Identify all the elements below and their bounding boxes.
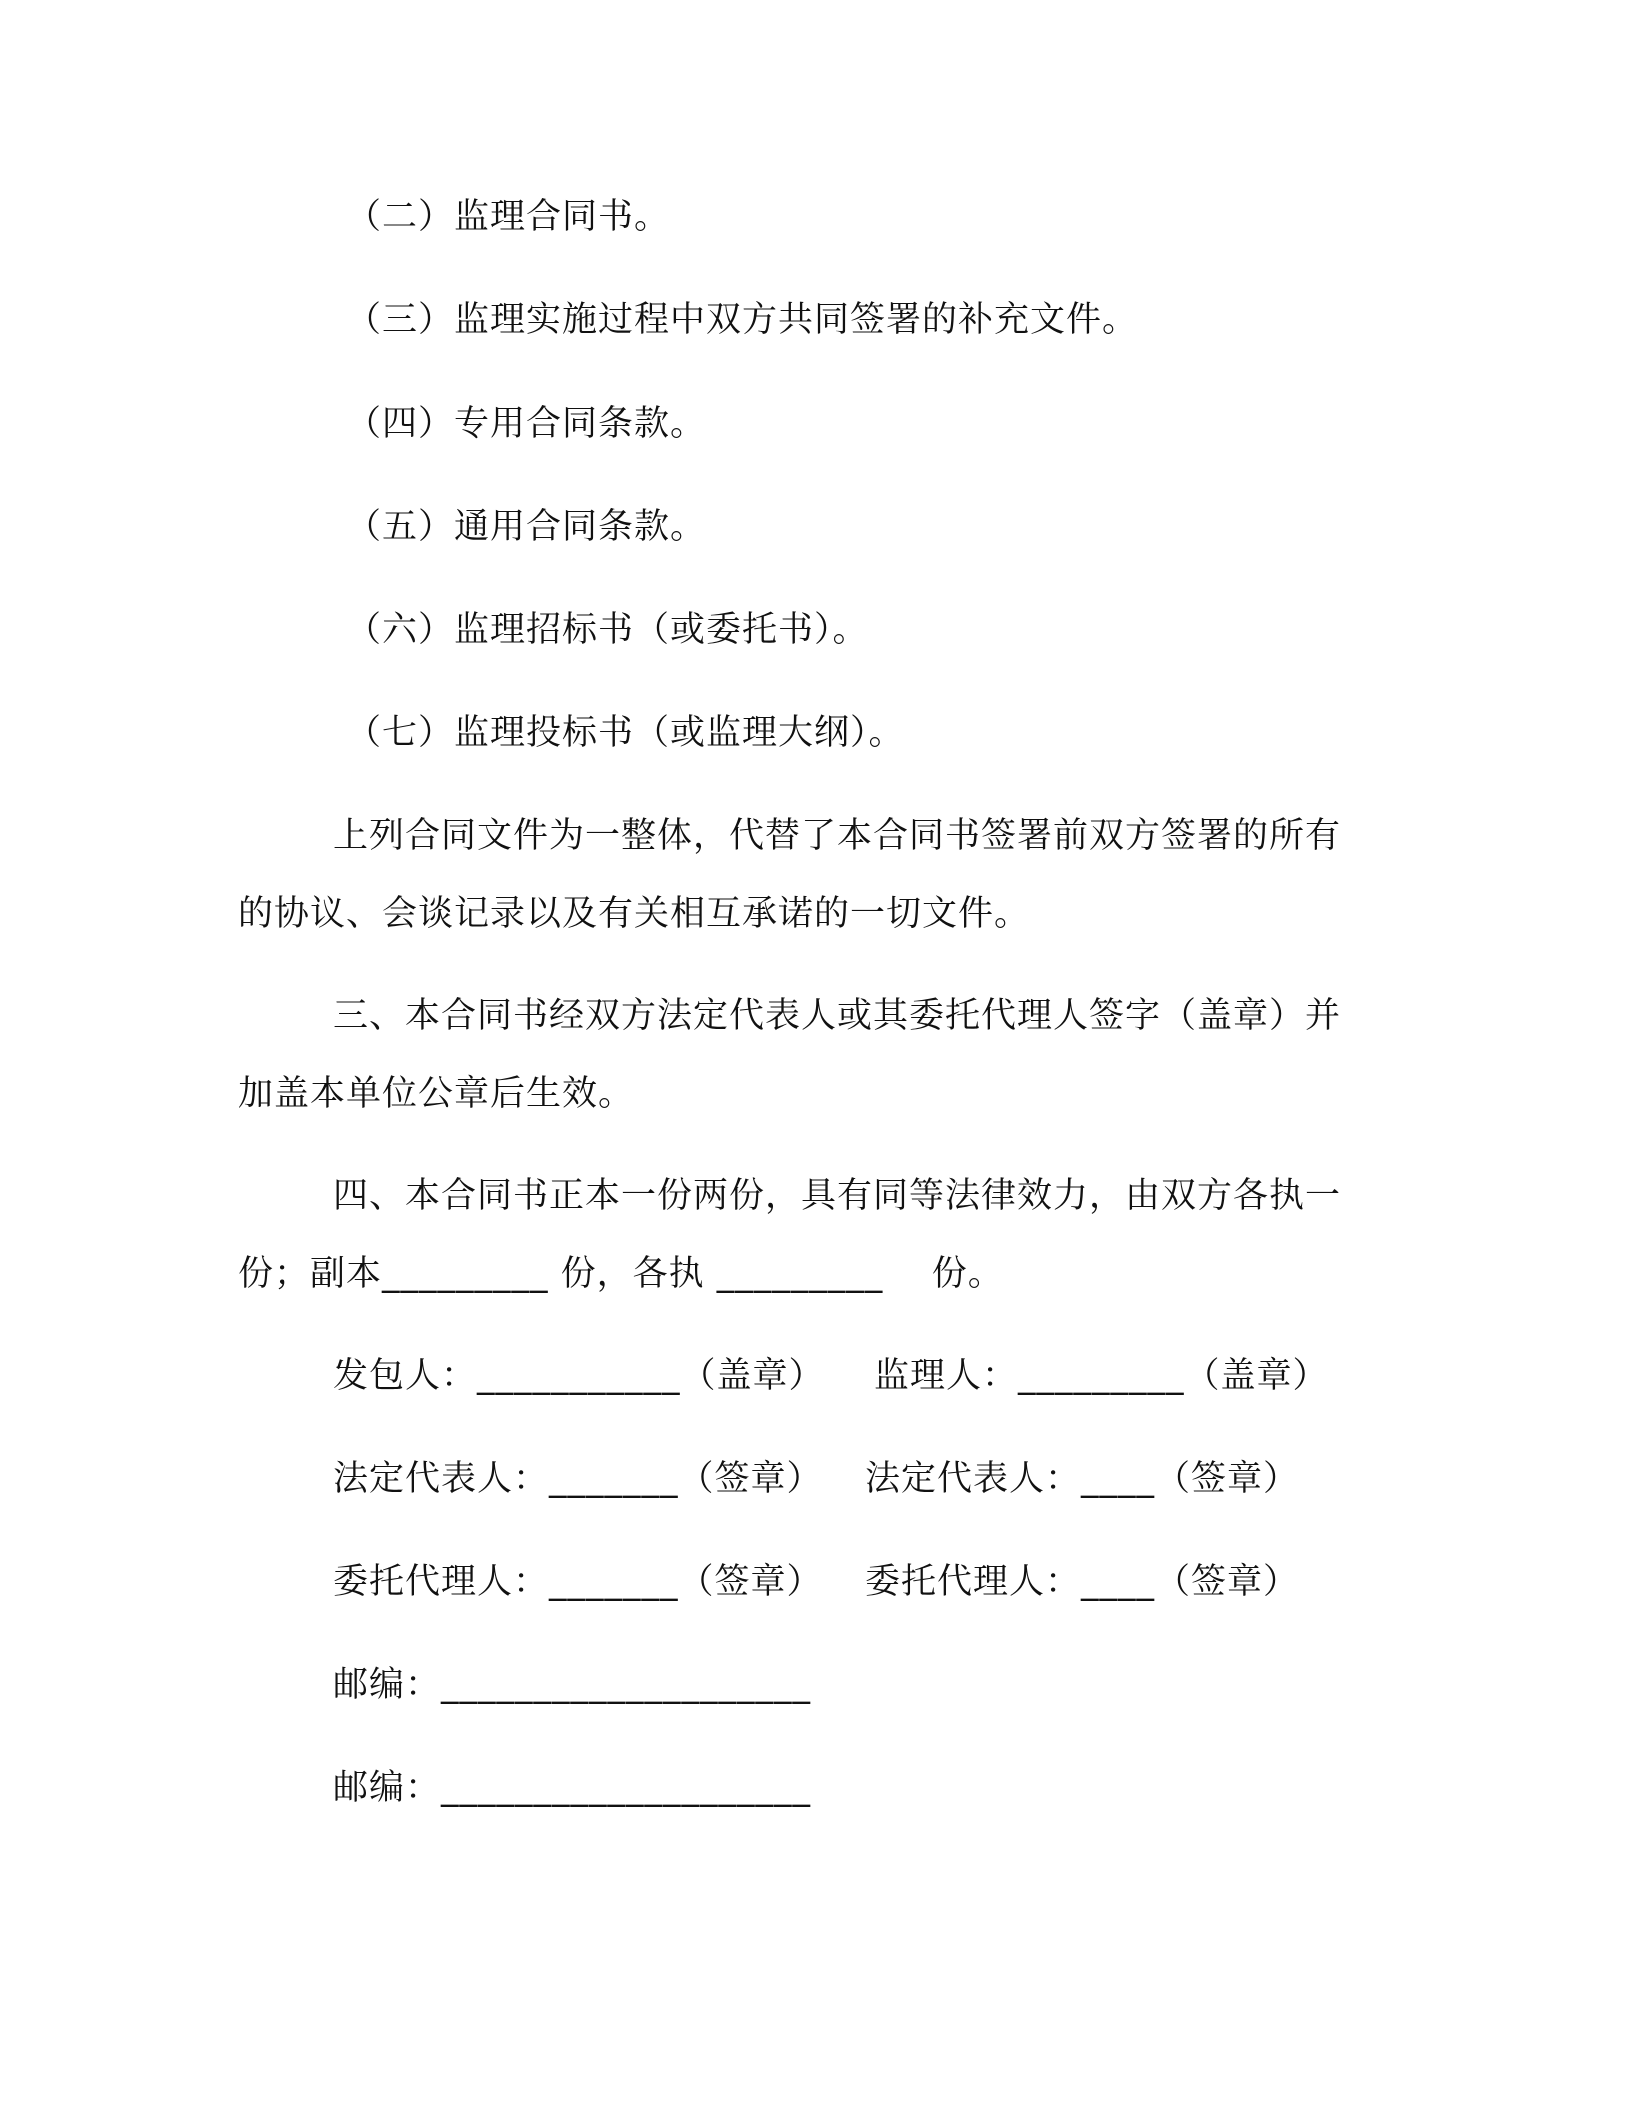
signature-agent-right: 委托代理人：____（签章） bbox=[865, 1562, 1300, 1602]
paragraph-line: 份；副本_________ 份，各执 _________ 份。 bbox=[238, 1254, 1004, 1294]
list-item: （七）监理投标书（或监理大纲）。 bbox=[346, 713, 905, 753]
list-item: （四）专用合同条款。 bbox=[346, 404, 707, 444]
paragraph-line: 四、本合同书正本一份两份，具有同等法律效力，由双方各执一 bbox=[333, 1176, 1342, 1216]
paragraph-line: 加盖本单位公章后生效。 bbox=[238, 1074, 635, 1114]
signature-legal-rep-left: 法定代表人：_______（签章） bbox=[333, 1459, 823, 1499]
postcode-line: 邮编：____________________ bbox=[333, 1768, 812, 1808]
signature-agent-left: 委托代理人：_______（签章） bbox=[333, 1562, 823, 1602]
list-item: （三）监理实施过程中双方共同签署的补充文件。 bbox=[346, 300, 1139, 340]
list-item: （六）监理招标书（或委托书）。 bbox=[346, 610, 869, 650]
postcode-line: 邮编：____________________ bbox=[333, 1665, 812, 1705]
signature-legal-rep-right: 法定代表人：____（签章） bbox=[865, 1459, 1300, 1499]
list-item: （二）监理合同书。 bbox=[346, 197, 671, 237]
signature-supervisor: 监理人：_________（盖章） bbox=[874, 1356, 1329, 1396]
paragraph-line: 的协议、会谈记录以及有关相互承诺的一切文件。 bbox=[238, 894, 1031, 934]
list-item: （五）通用合同条款。 bbox=[346, 507, 707, 547]
paragraph-line: 三、本合同书经双方法定代表人或其委托代理人签字（盖章）并 bbox=[333, 996, 1342, 1036]
paragraph-line: 上列合同文件为一整体，代替了本合同书签署前双方签署的所有 bbox=[333, 816, 1342, 856]
signature-employer: 发包人：___________（盖章） bbox=[333, 1356, 825, 1396]
